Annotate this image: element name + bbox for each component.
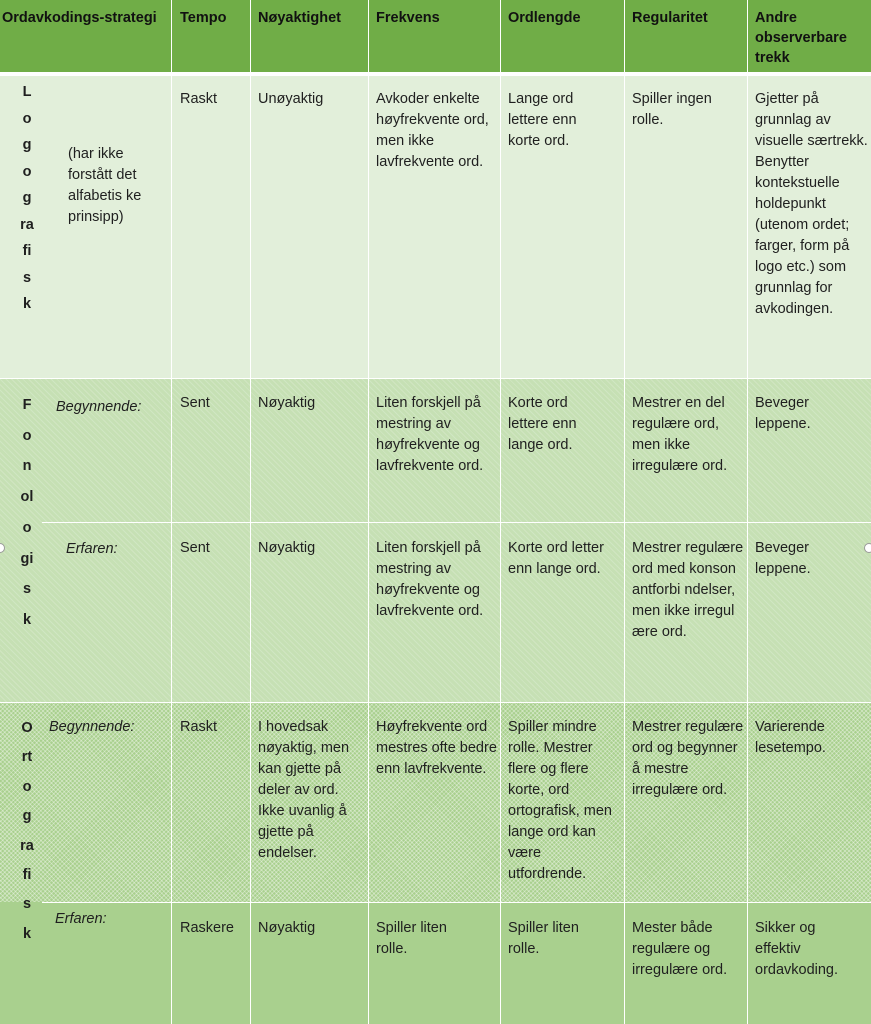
header-tempo: Tempo: [180, 10, 227, 26]
ortografisk-beginner-label: Begynnende:: [49, 719, 135, 735]
logografisk-other: Gjetter på grunnlag av visuelle særtrekk. Benytter kontekstuelle holdepunkt (utenom ordet; farger, form på logo etc.) som grunnlag for avkodingen.: [755, 91, 868, 317]
fonologisk-beginner-accuracy: Nøyaktig: [258, 395, 316, 411]
ortografisk-experienced-frequency: Spiller liten rolle.: [376, 920, 447, 957]
ortografisk-beginner-word-length: Spiller mindre rolle. Mestrer flere og flere korte, ord ortografisk, men lange ord kan være utfordrende.: [508, 719, 612, 882]
logografisk-frequency: Avkoder enkelte høyfrekvente ord, men ikke lavfrekvente ord.: [376, 91, 489, 170]
fonologisk-experienced-label: Erfaren:: [66, 541, 118, 557]
header-other: Andre observerbare trekk: [755, 10, 847, 66]
ortografisk-beginner-tempo: Raskt: [180, 719, 218, 735]
fonologisk-experienced-regularity: Mestrer regulære ord med konsonantforbi ndelser, men ikke irregulære ord.: [632, 540, 744, 640]
ortografisk-experienced-word-length: Spiller liten rolle.: [508, 920, 579, 957]
fonologisk-experienced-tempo: Sent: [180, 540, 210, 556]
fonologisk-experienced-accuracy: Nøyaktig: [258, 540, 316, 556]
header-accuracy: Nøyaktighet: [258, 10, 341, 26]
ortografisk-experienced-regularity: Mester både regulære og irregulære ord.: [632, 920, 728, 978]
ortografisk-beginner-other: Varierende lesetempo.: [755, 719, 826, 756]
logografisk-accuracy: Unøyaktig: [258, 91, 324, 107]
label-ortografisk: Ortografisk: [20, 720, 34, 942]
ortografisk-beginner-frequency: Høyfrekvente ord mestres ofte bedre enn lavfrekvente.: [376, 719, 497, 777]
fonologisk-experienced-frequency: Liten forskjell på mestring av høyfrekvente og lavfrekvente ord.: [376, 540, 484, 619]
ortografisk-experienced-accuracy: Nøyaktig: [258, 920, 316, 936]
fonologisk-beginner-other: Beveger leppene.: [755, 395, 811, 432]
ortografisk-beginner-regularity: Mestrer regulære ord og begynner å mestre irregulære ord.: [632, 719, 744, 798]
header-word-length: Ordlengde: [508, 10, 581, 26]
header-regularity: Regularitet: [632, 10, 708, 26]
logografisk-tempo: Raskt: [180, 91, 218, 107]
label-logografisk: Logografisk: [20, 84, 34, 312]
fonologisk-experienced-word-length: Korte ord letter enn lange ord.: [508, 540, 604, 577]
row-divider: [0, 702, 871, 703]
label-fonologisk: Fonologisk: [20, 397, 34, 628]
ortografisk-experienced-other: Sikker og effektiv ordavkoding.: [755, 920, 839, 978]
column-divider: [368, 0, 369, 1024]
fonologisk-beginner-label: Begynnende:: [56, 399, 142, 415]
logografisk-word-length: Lange ord lettere enn korte ord.: [508, 91, 577, 149]
column-divider: [624, 0, 625, 1024]
row-divider: [0, 378, 871, 379]
fonologisk-beginner-regularity: Mestrer en del regulære ord, men ikke irregulære ord.: [632, 395, 728, 474]
fonologisk-experienced-other: Beveger leppene.: [755, 540, 811, 577]
resize-handle-right[interactable]: [864, 543, 871, 553]
column-divider: [250, 0, 251, 1024]
column-divider: [500, 0, 501, 1024]
logografisk-regularity: Spiller ingen rolle.: [632, 91, 712, 128]
fonologisk-beginner-frequency: Liten forskjell på mestring av høyfrekvente og lavfrekvente ord.: [376, 395, 484, 474]
logografisk-note: (har ikke forstått det alfabetis ke prinsipp): [68, 146, 142, 225]
header-frequency: Frekvens: [376, 10, 440, 26]
fonologisk-beginner-tempo: Sent: [180, 395, 210, 411]
column-divider: [171, 0, 172, 1024]
header-strategy: Ordavkodings-strategi: [2, 10, 157, 26]
column-divider: [747, 0, 748, 1024]
ortografisk-beginner-accuracy: I hovedsak nøyaktig, men kan gjette på deler av ord. Ikke uvanlig å gjette på endelser.: [258, 719, 350, 861]
fonologisk-beginner-word-length: Korte ord lettere enn lange ord.: [508, 395, 577, 453]
ortografisk-experienced-tempo: Raskere: [180, 920, 234, 936]
ortografisk-experienced-label: Erfaren:: [55, 911, 107, 927]
